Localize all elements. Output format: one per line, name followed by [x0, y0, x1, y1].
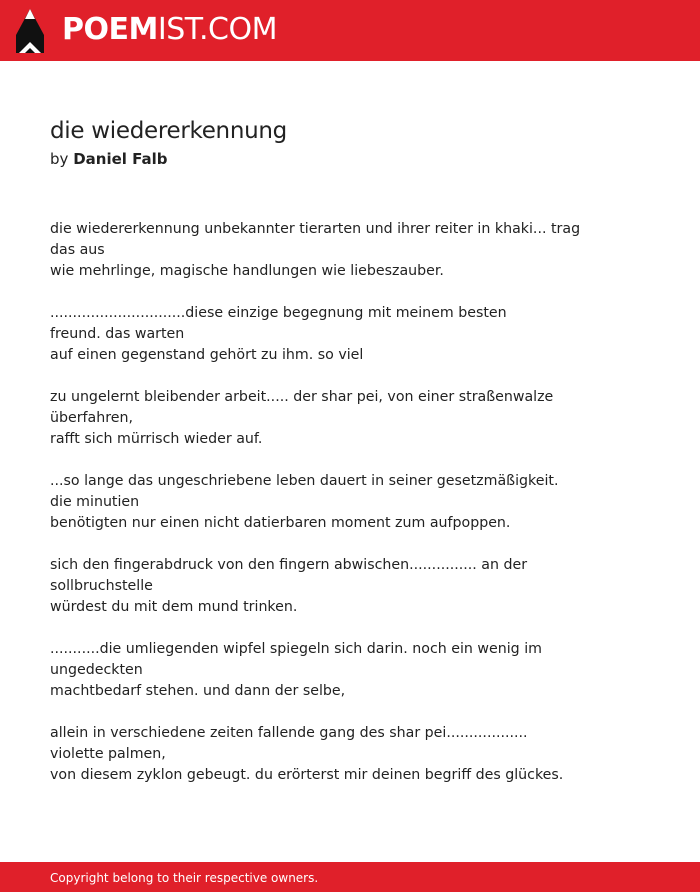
poem-line: die wiedererkennung unbekannter tierarten und ihrer reiter in khaki... trag: [50, 221, 581, 237]
poem-line: das aus: [50, 242, 105, 258]
poem-title: die wiedererkennung: [50, 118, 287, 144]
author-name[interactable]: Daniel Falb: [73, 150, 168, 168]
byline: [50, 148, 168, 170]
poem-line: die minutien: [50, 494, 140, 510]
poem-stanza: [50, 303, 580, 366]
poem-line: ...so lange das ungeschriebene leben dauert in seiner gesetzmäßigkeit.: [50, 473, 559, 489]
poem-stanza: [50, 219, 580, 282]
poem-line: allein in verschiedene zeiten fallende gang des shar pei..................: [50, 725, 528, 741]
copyright-text: Copyright belong to their respective owners.: [50, 871, 319, 885]
poem-line: sich den fingerabdruck von den fingern abwischen............... an der: [50, 557, 528, 573]
poem-line: ...........die umliegenden wipfel spiegeln sich darin. noch ein wenig im: [50, 641, 542, 657]
site-header: [0, 0, 700, 61]
poem-line: sollbruchstelle: [50, 578, 153, 594]
poem-body: [50, 219, 580, 807]
brand-light: IST.COM: [157, 12, 277, 47]
poem-line: von diesem zyklon gebeugt. du erörterst mir deinen begriff des glückes.: [50, 767, 564, 783]
poem-line: violette palmen,: [50, 746, 166, 762]
poem-line: benötigten nur einen nicht datierbaren moment zum aufpoppen.: [50, 515, 511, 531]
poem-line: ungedeckten: [50, 662, 143, 678]
poem-line: freund. das warten: [50, 326, 185, 342]
poem-stanza: [50, 387, 580, 450]
site-logo-text[interactable]: [62, 12, 277, 48]
site-footer: [0, 862, 700, 892]
by-label: by: [50, 150, 69, 168]
poem-line: würdest du mit dem mund trinken.: [50, 599, 298, 615]
brand-bold: POEM: [62, 12, 158, 47]
pencil-icon[interactable]: [16, 9, 44, 53]
poem-line: auf einen gegenstand gehört zu ihm. so viel: [50, 347, 364, 363]
poem-line: machtbedarf stehen. und dann der selbe,: [50, 683, 346, 699]
poem-line: überfahren,: [50, 410, 133, 426]
poem-line: ..............................diese einzige begegnung mit meinem besten: [50, 305, 507, 321]
poem-stanza: [50, 639, 580, 702]
poem-stanza: [50, 555, 580, 618]
poem-line: rafft sich mürrisch wieder auf.: [50, 431, 263, 447]
poem-line: zu ungelernt bleibender arbeit..... der shar pei, von einer straßenwalze: [50, 389, 554, 405]
poem-stanza: [50, 723, 580, 786]
poem-line: wie mehrlinge, magische handlungen wie liebeszauber.: [50, 263, 444, 279]
poem-stanza: [50, 471, 580, 534]
